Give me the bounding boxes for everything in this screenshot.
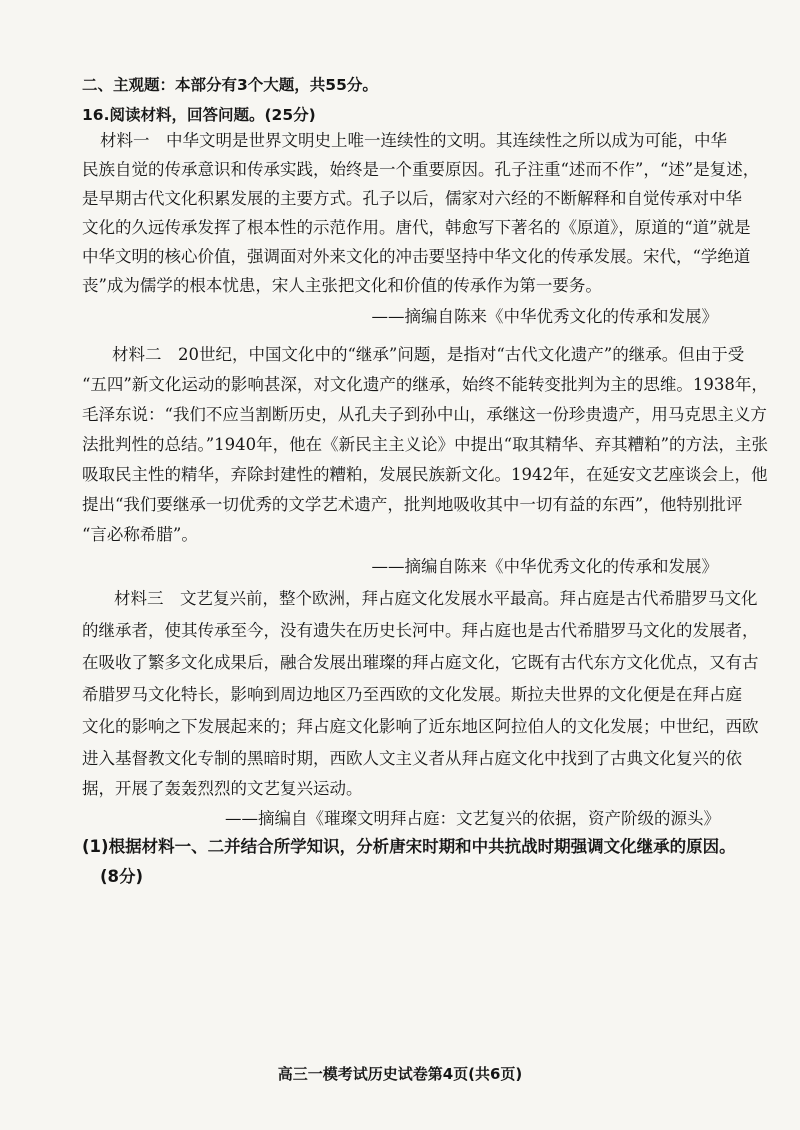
- material-2-line: 提出“我们要继承一切优秀的文学艺术遗产，批判地吸收其中一切有益的东西”，他特别批评: [82, 495, 743, 514]
- subquestion-1: (1)根据材料一、二并结合所学知识，分析唐宋时期和中共抗战时期强调文化继承的原因。: [82, 837, 736, 856]
- material-2-line: 毛泽东说：“我们不应当割断历史，从孔夫子到孙中山，承继这一份珍贵遗产，用马克思主义方: [82, 405, 767, 424]
- material-3-line: 希腊罗马文化特长，影响到周边地区乃至西欧的文化发展。斯拉夫世界的文化便是在拜占庭: [82, 685, 742, 704]
- material-2-line: 法批判性的总结。”1940年，他在《新民主主义论》中提出“取其精华、弃其糟粕”的方法，主张: [82, 435, 769, 454]
- material-2-source: ——摘编自陈来《中华优秀文化的传承和发展》: [371, 557, 718, 576]
- material-2-line: “言必称希腊”。: [82, 525, 198, 544]
- material-3-line: 材料三 文艺复兴前，整个欧洲，拜占庭文化发展水平最高。拜占庭是古代希腊罗马文化: [114, 589, 758, 608]
- page-footer: 高三一模考试历史试卷第4页(共6页): [277, 1065, 523, 1083]
- material-1-line: 是早期古代文化积累发展的主要方式。孔子以后，儒家对六经的不断解释和自觉传承对中华: [82, 189, 742, 208]
- material-1-line: 文化的久远传承发挥了根本性的示范作用。唐代，韩愈写下著名的《原道》，原道的“道”就是: [82, 218, 751, 237]
- material-3-line: 在吸收了繁多文化成果后，融合发展出璀璨的拜占庭文化，它既有古代东方文化优点，又有古: [82, 653, 759, 672]
- material-3-line: 的继承者，使其传承至今，没有遗失在历史长河中。拜占庭也是古代希腊罗马文化的发展者，: [82, 621, 759, 640]
- material-3-line: 文化的影响之下发展起来的；拜占庭文化影响了近东地区阿拉伯人的文化发展；中世纪，西欧: [82, 717, 759, 736]
- material-3-line: 进入基督教文化专制的黑暗时期，西欧人文主义者从拜占庭文化中找到了古典文化复兴的依: [82, 749, 742, 768]
- material-1-source: ——摘编自陈来《中华优秀文化的传承和发展》: [371, 307, 718, 326]
- material-1-line: 材料一 中华文明是世界文明史上唯一连续性的文明。其连续性之所以成为可能，中华: [100, 131, 727, 150]
- question-16-prompt: 16.阅读材料，回答问题。(25分): [82, 106, 316, 124]
- material-1-line: 丧”成为儒学的根本忧患，宋人主张把文化和价值的传承作为第一要务。: [82, 276, 602, 295]
- material-1-line: 中华文明的核心价值，强调面对外来文化的冲击要坚持中华文化的传承发展。宋代，“学绝道: [82, 247, 751, 266]
- subquestion-1-score: (8分): [100, 867, 144, 886]
- material-2-line: 吸取民主性的精华，弃除封建性的糟粕，发展民族新文化。1942年，在延安文艺座谈会上，他: [82, 465, 768, 484]
- material-2-line: “五四”新文化运动的影响甚深，对文化遗产的继承，始终不能转变批判为主的思维。1938年，: [82, 375, 768, 394]
- material-2-line: 材料二 20世纪，中国文化中的“继承”问题，是指对“古代文化遗产”的继承。但由于受: [112, 345, 745, 364]
- material-3-source: ——摘编自《璀璨文明拜占庭：文艺复兴的依据，资产阶级的源头》: [225, 809, 720, 828]
- section-header: 二、主观题：本部分有3个大题，共55分。: [82, 76, 378, 94]
- material-3-line: 据，开展了轰轰烈烈的文艺复兴运动。: [82, 779, 363, 798]
- material-1-line: 民族自觉的传承意识和传承实践，始终是一个重要原因。孔子注重“述而不作”，“述”是复述，: [82, 160, 760, 179]
